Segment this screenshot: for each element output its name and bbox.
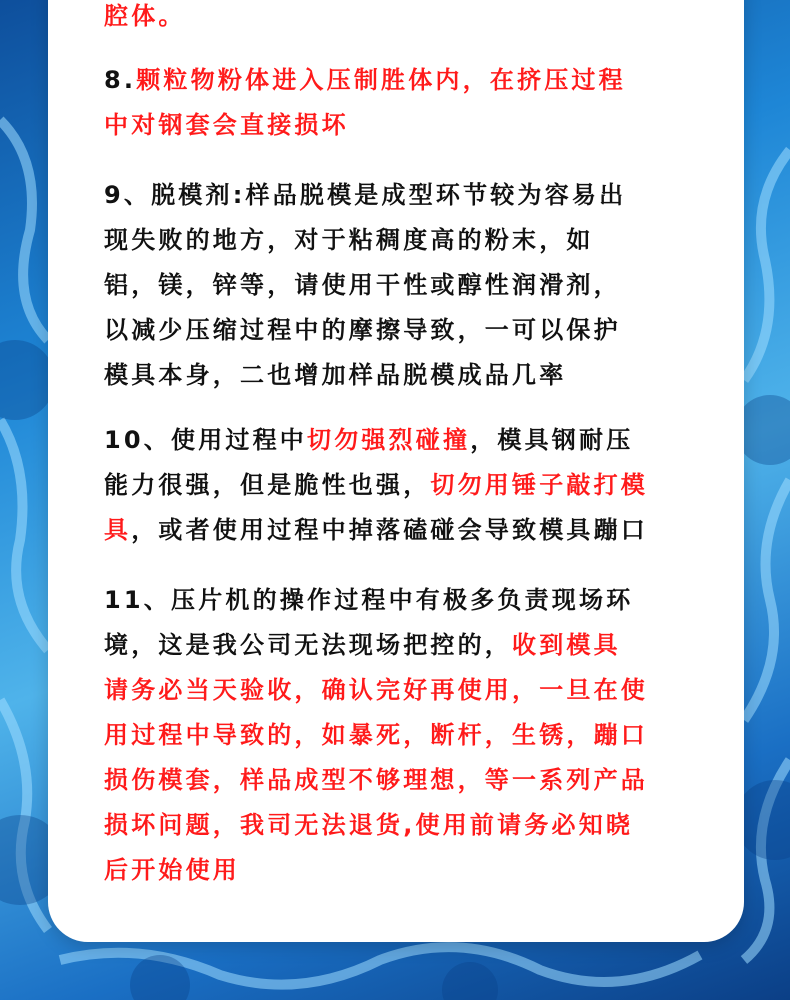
body-text: 9、脱模剂:样品脱模是成型环节较为容易出 <box>104 181 627 209</box>
body-text: 铝，镁，锌等，请使用干性或醇性润滑剂， <box>104 271 621 299</box>
highlighted-text: 后开始使用 <box>104 856 240 884</box>
text-line <box>104 713 648 758</box>
highlighted-text: 颗粒物粉体进入压制胜体内，在挤压过程 <box>136 66 626 94</box>
highlighted-text: 切勿强烈碰撞 <box>307 426 471 454</box>
text-line <box>104 353 566 398</box>
text-line <box>104 308 621 353</box>
text-line <box>104 668 648 713</box>
text-line <box>104 508 648 553</box>
highlighted-text: 腔体。 <box>104 2 186 30</box>
body-text: 以减少压缩过程中的摩擦导致，一可以保护 <box>104 316 621 344</box>
text-line <box>104 263 621 308</box>
body-text: ，或者使用过程中掉落磕碰会导致模具蹦口 <box>131 516 649 544</box>
highlighted-text: 收到模具 <box>512 631 621 659</box>
text-line <box>104 848 240 893</box>
text-line <box>104 103 349 148</box>
text-line <box>104 58 626 103</box>
text-line <box>104 578 633 623</box>
text-line <box>104 803 633 848</box>
highlighted-text: 切勿用锤子敲打模 <box>430 471 649 499</box>
text-line <box>104 173 626 218</box>
body-text: 模具本身，二也增加样品脱模成品几率 <box>104 361 567 389</box>
highlighted-text: 损伤模套，样品成型不够理想，等一系列产品 <box>104 766 648 794</box>
text-line <box>104 463 648 508</box>
text-line <box>104 218 594 263</box>
text-line <box>104 758 648 803</box>
body-text: 8. <box>104 66 137 94</box>
body-text: 境，这是我公司无法现场把控的， <box>104 631 512 659</box>
text-line <box>104 418 633 463</box>
body-text: 10、使用过程中 <box>104 426 307 454</box>
body-text: 11、压片机的操作过程中有极多负责现场环 <box>104 586 634 614</box>
highlighted-text: 用过程中导致的，如暴死，断杆，生锈，蹦口 <box>104 721 648 749</box>
body-text: 现失败的地方，对于粘稠度高的粉末，如 <box>104 226 594 254</box>
highlighted-text: 具 <box>104 516 132 544</box>
body-text: ，模具钢耐压 <box>470 426 634 454</box>
body-text: 能力很强，但是脆性也强， <box>104 471 431 499</box>
text-line <box>104 623 621 668</box>
highlighted-text: 损坏问题，我司无法退货,使用前请务必知晓 <box>104 811 634 839</box>
highlighted-text: 中对钢套会直接损坏 <box>104 111 349 139</box>
text-line <box>104 0 186 39</box>
highlighted-text: 请务必当天验收，确认完好再使用，一旦在使 <box>104 676 648 704</box>
